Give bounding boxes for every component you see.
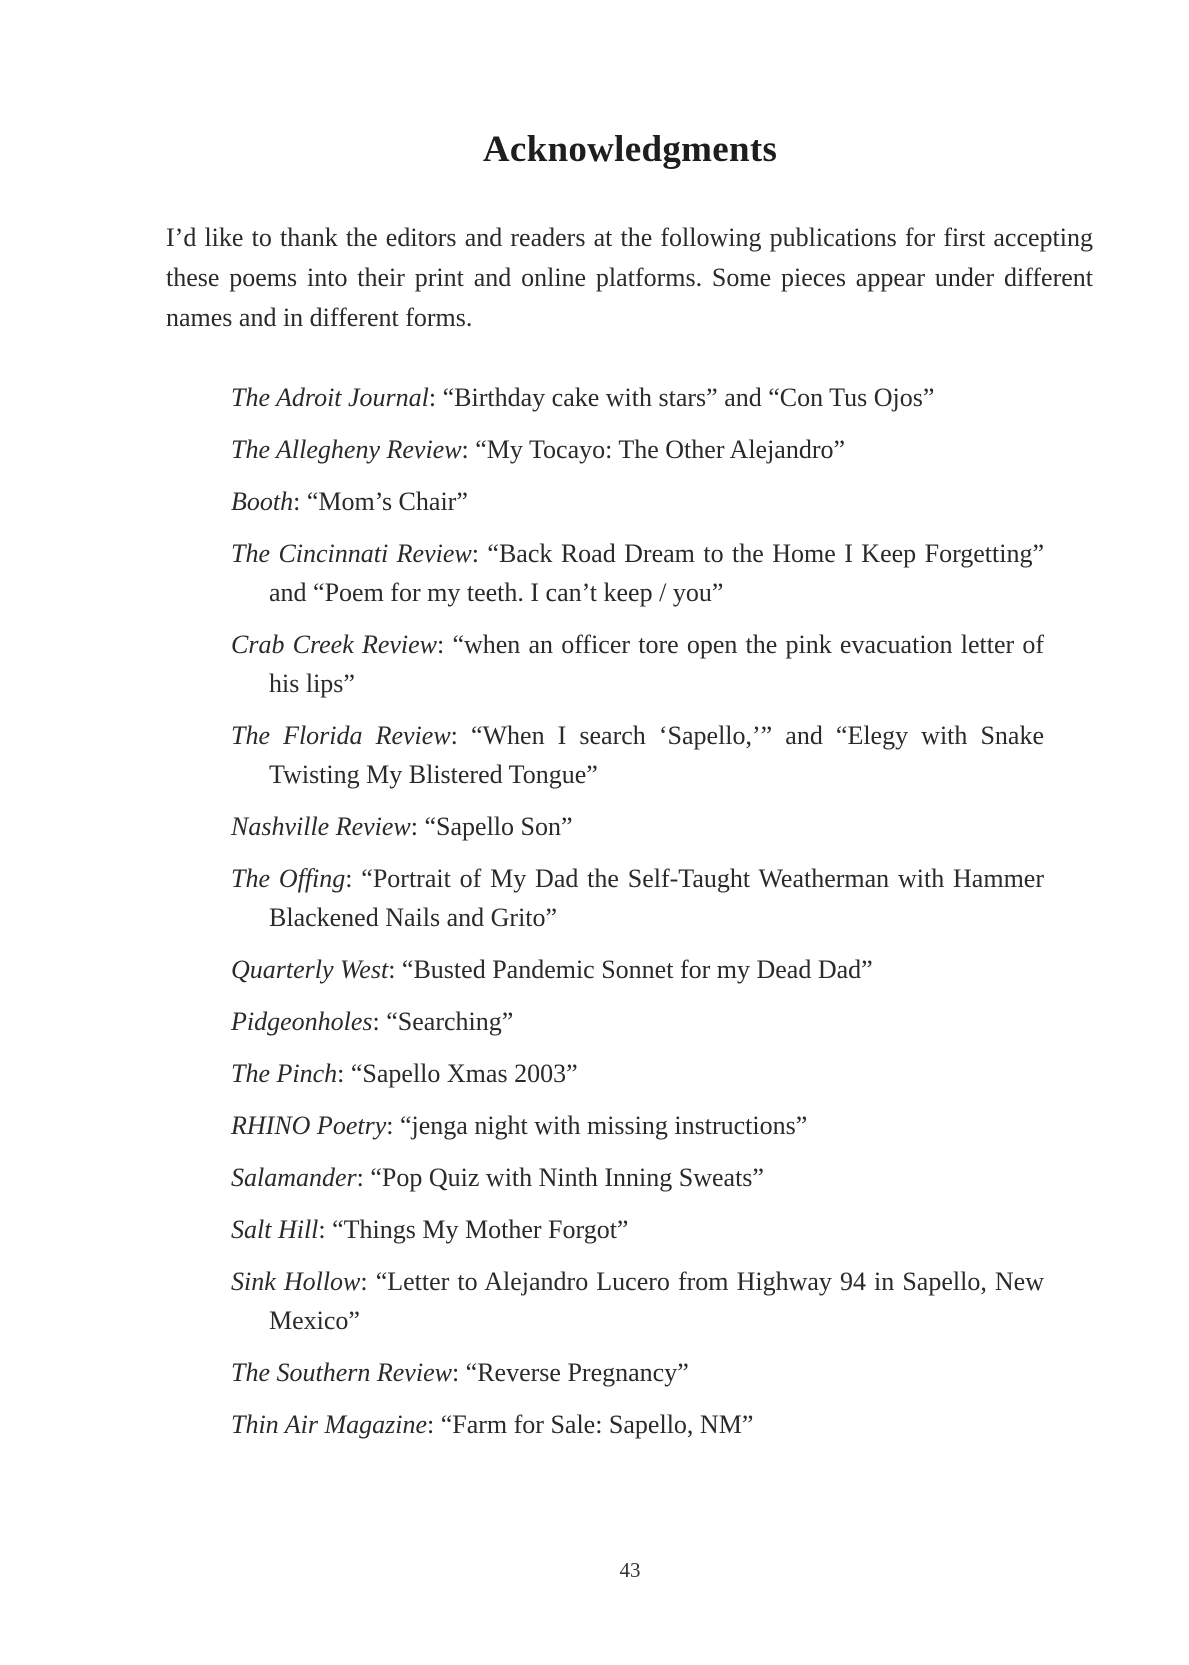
poem-titles: : “Mom’s Chair” bbox=[293, 487, 468, 516]
poem-titles: : “Back Road Dream to the Home I Keep Forgetting” and “Poem for my teeth. I can’t keep / you” bbox=[269, 539, 1045, 607]
publication-name: The Florida Review bbox=[231, 721, 451, 750]
publication-name: Salamander bbox=[231, 1163, 357, 1192]
poem-titles: : “Sapello Son” bbox=[410, 812, 573, 841]
publication-name: Thin Air Magazine bbox=[231, 1410, 427, 1439]
list-item bbox=[231, 534, 1044, 612]
publication-name: The Adroit Journal bbox=[231, 383, 429, 412]
page-number: 43 bbox=[619, 1558, 641, 1582]
poem-titles: : “Farm for Sale: Sapello, NM” bbox=[426, 1410, 754, 1439]
poem-titles: : “Reverse Pregnancy” bbox=[451, 1358, 689, 1387]
publication-name: Quarterly West bbox=[231, 955, 389, 984]
acknowledgments-list bbox=[231, 378, 1044, 1457]
list-item bbox=[231, 950, 1044, 989]
publication-name: The Southern Review bbox=[231, 1358, 452, 1387]
poem-titles: : “Pop Quiz with Ninth Inning Sweats” bbox=[356, 1163, 764, 1192]
poem-titles: : “Sapello Xmas 2003” bbox=[337, 1059, 578, 1088]
poem-titles: : “Portrait of My Dad the Self-Taught Weatherman with Hammer Blackened Nails and Grito” bbox=[269, 864, 1044, 932]
publication-name: The Allegheny Review bbox=[231, 435, 462, 464]
list-item bbox=[231, 859, 1044, 937]
poem-titles: : “When I search ‘Sapello,’” and “Elegy with Snake Twisting My Blistered Tongue” bbox=[269, 721, 1045, 789]
list-item bbox=[231, 1210, 1044, 1249]
poem-titles: : “when an officer tore open the pink evacuation letter of his lips” bbox=[269, 630, 1044, 698]
publication-name: Sink Hollow bbox=[231, 1267, 361, 1296]
publication-name: The Pinch bbox=[231, 1059, 338, 1088]
intro-paragraph: I’d like to thank the editors and readers at the following publications for first accepting these poems into their print and online platforms. Some pieces appear under different names and in different forms. bbox=[166, 223, 1093, 332]
poem-titles: : “Searching” bbox=[372, 1007, 514, 1036]
list-item bbox=[231, 807, 1044, 846]
list-item bbox=[231, 1002, 1044, 1041]
list-item bbox=[231, 1405, 1044, 1444]
list-item bbox=[231, 1262, 1044, 1340]
poem-titles: : “Birthday cake with stars” and “Con Tus Ojos” bbox=[428, 383, 935, 412]
publication-name: Pidgeonholes bbox=[231, 1007, 373, 1036]
list-item bbox=[231, 430, 1044, 469]
publication-name: Booth bbox=[231, 487, 294, 516]
poem-titles: : “jenga night with missing instructions” bbox=[386, 1111, 808, 1140]
publication-name: RHINO Poetry bbox=[231, 1111, 387, 1140]
publication-name: Nashville Review bbox=[231, 812, 411, 841]
list-item bbox=[231, 1106, 1044, 1145]
list-item bbox=[231, 378, 1044, 417]
list-item bbox=[231, 1353, 1044, 1392]
publication-name: The Cincinnati Review bbox=[231, 539, 472, 568]
list-item bbox=[231, 716, 1044, 794]
list-item bbox=[231, 1054, 1044, 1093]
page-title: Acknowledgments bbox=[482, 129, 778, 170]
poem-titles: : “My Tocayo: The Other Alejandro” bbox=[461, 435, 846, 464]
poem-titles: : “Busted Pandemic Sonnet for my Dead Dad” bbox=[388, 955, 873, 984]
publication-name: Salt Hill bbox=[231, 1215, 319, 1244]
publication-name: Crab Creek Review bbox=[231, 630, 438, 659]
list-item bbox=[231, 482, 1044, 521]
list-item bbox=[231, 625, 1044, 703]
list-item bbox=[231, 1158, 1044, 1197]
poem-titles: : “Letter to Alejandro Lucero from Highway 94 in Sapello, New Mexico” bbox=[269, 1267, 1044, 1335]
publication-name: The Offing bbox=[231, 864, 346, 893]
poem-titles: : “Things My Mother Forgot” bbox=[318, 1215, 629, 1244]
